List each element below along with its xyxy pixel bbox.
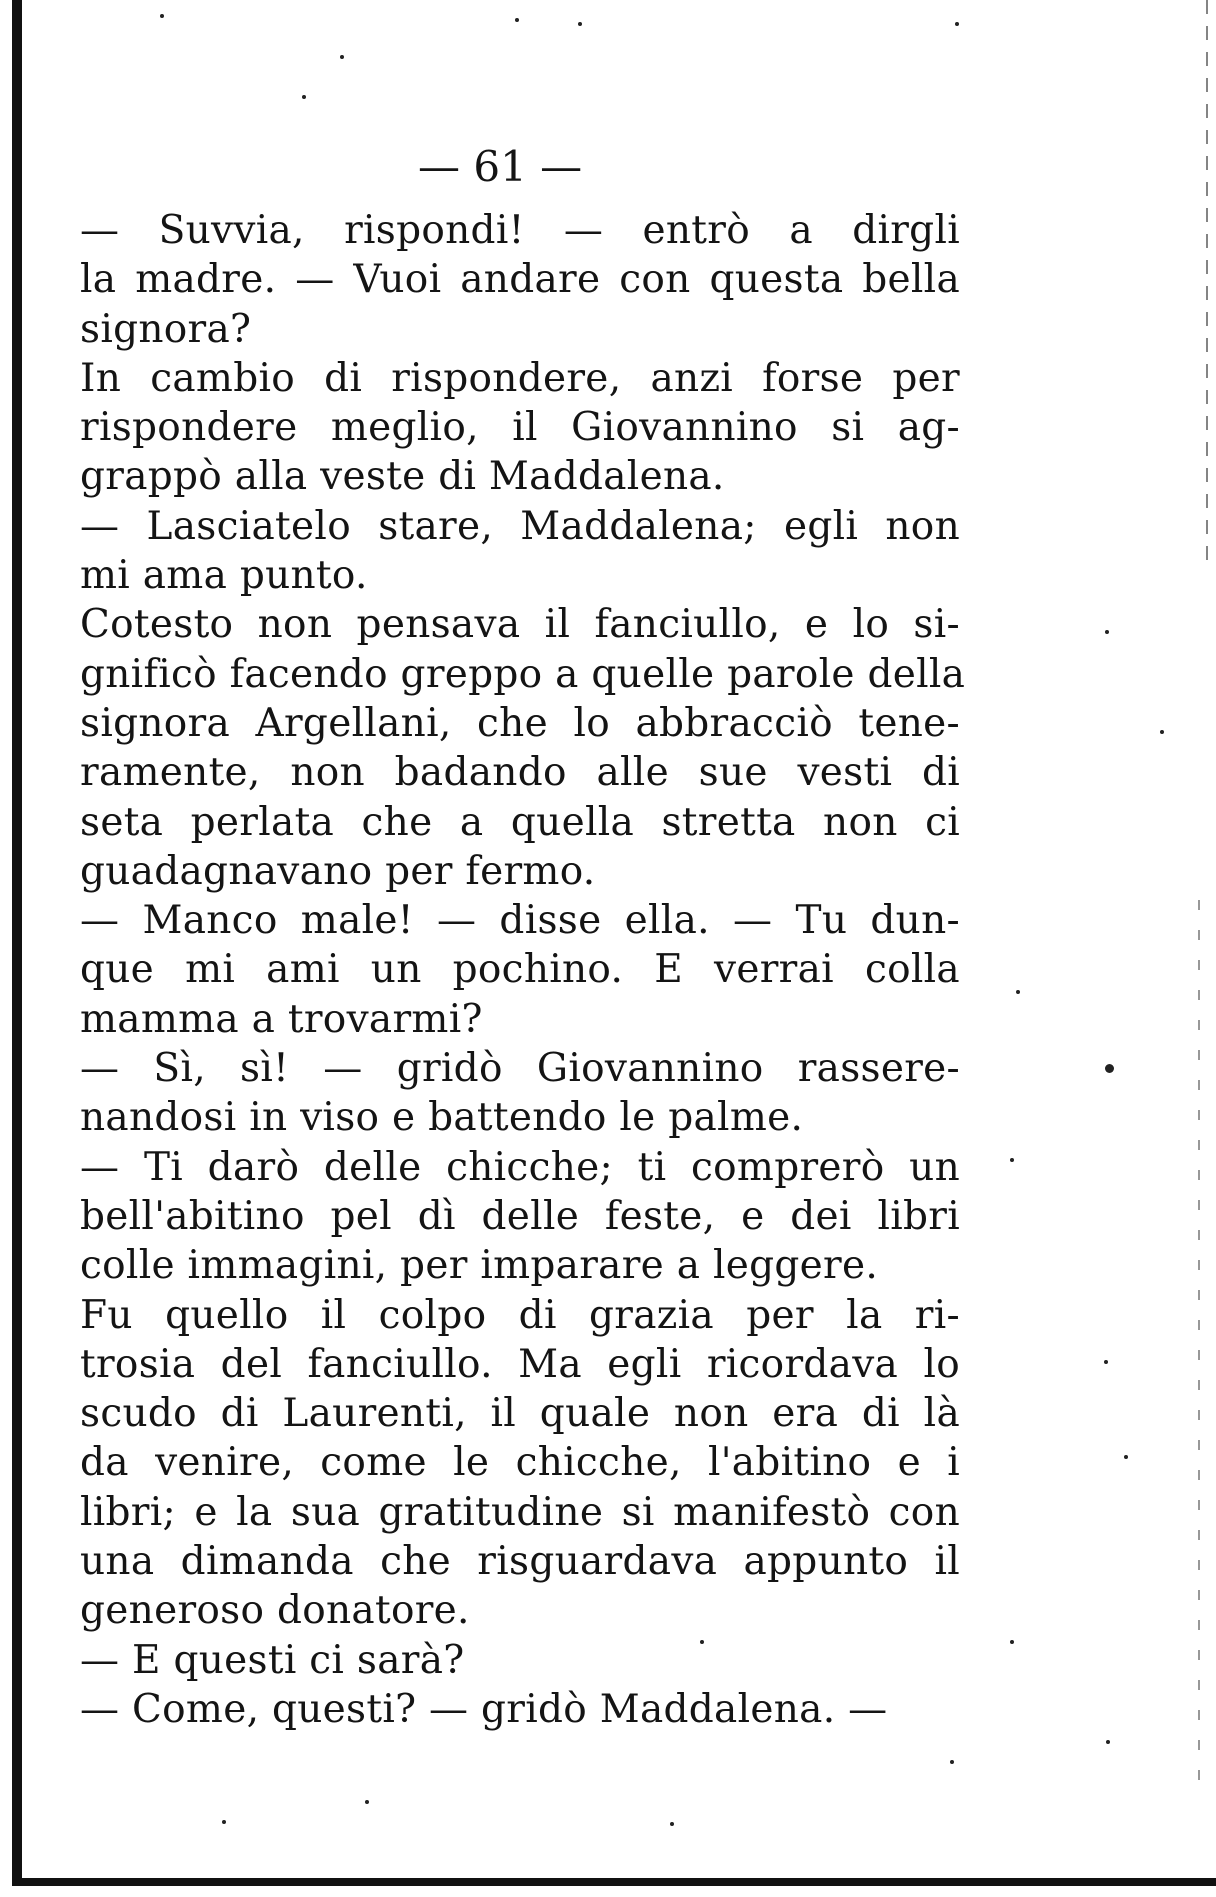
scan-speck [160,14,164,18]
scan-speck [302,95,306,99]
text-line: seta perlata che a quella stretta non ci [80,799,960,845]
scan-speck [670,1822,674,1826]
scan-speck [1010,1640,1014,1644]
text-line: mi ama punto. [80,553,368,599]
scan-speck [1104,1360,1108,1364]
text-line: — Ti darò delle chicche; ti comprerò un [80,1144,960,1190]
text-line: libri; e la sua gratitudine si manifestò con [80,1489,960,1535]
text-line: signora? [80,306,252,352]
text-line: — Suvvia, rispondi! — entrò a dirgli [80,208,960,253]
page-left-edge [12,0,22,1884]
text-line: grappò alla veste di Maddalena. [80,454,725,500]
scan-speck [955,22,959,26]
text-line: In cambio di rispondere, anzi forse per [80,355,960,401]
scan-speck [1105,630,1109,634]
text-line: bell'abitino pel dì delle feste, e dei libri [80,1193,960,1239]
text-line: Fu quello il colpo di grazia per la ri- [80,1292,960,1338]
text-line: — Sì, sì! — gridò Giovannino rassere- [80,1046,960,1092]
text-line: — Lasciatelo stare, Maddalena; egli non [80,503,960,549]
text-line: colle immagini, per imparare a leggere. [80,1243,879,1289]
scan-speck [340,55,344,59]
text-line: Cotesto non pensava il fanciullo, e lo si- [80,602,960,648]
text-line: — E questi ci sarà? [80,1637,465,1683]
text-line: signora Argellani, che lo abbracciò tene- [80,700,960,746]
scan-speck [578,22,582,26]
scan-speck [222,1820,226,1824]
text-line: trosia del fanciullo. Ma egli ricordava lo [80,1341,960,1387]
scan-speck [365,1800,369,1804]
body-text [80,206,966,1734]
page-right-edge-marks-lower [1198,900,1200,1800]
page-number: — 61 — [418,142,583,191]
text-line: una dimanda che risguardava appunto il [80,1539,960,1585]
text-line: que mi ami un pochino. E verrai colla [80,947,960,993]
scan-speck [1160,730,1164,734]
text-line: nandosi in viso e battendo le palme. [80,1095,804,1141]
scan-speck [1124,1455,1128,1459]
text-line: mamma a trovarmi? [80,996,483,1042]
scan-speck [1010,1158,1014,1162]
scan-speck [950,1760,954,1764]
text-line: guadagnavano per fermo. [80,848,596,894]
text-line: generoso donatore. [80,1588,470,1634]
page-bottom-edge [12,1878,1216,1886]
page-right-edge-marks [1206,0,1208,560]
text-line: ramente, non badando alle sue vesti di [80,750,960,796]
scan-speck [1105,1064,1114,1073]
text-line: scudo di Laurenti, il quale non era di là [80,1391,960,1437]
scan-speck [515,18,519,22]
text-line: — Manco male! — disse ella. — Tu dun- [80,898,960,944]
text-line: — Come, questi? — gridò Maddalena. — [80,1686,888,1732]
text-line: rispondere meglio, il Giovannino si ag- [80,405,960,451]
scan-speck [1016,990,1020,994]
scan-speck [1106,1740,1110,1744]
text-line: gnificò facendo greppo a quelle parole della [80,651,966,697]
text-line: da venire, come le chicche, l'abitino e i [80,1440,960,1486]
text-line: la madre. — Vuoi andare con questa bella [80,257,960,303]
